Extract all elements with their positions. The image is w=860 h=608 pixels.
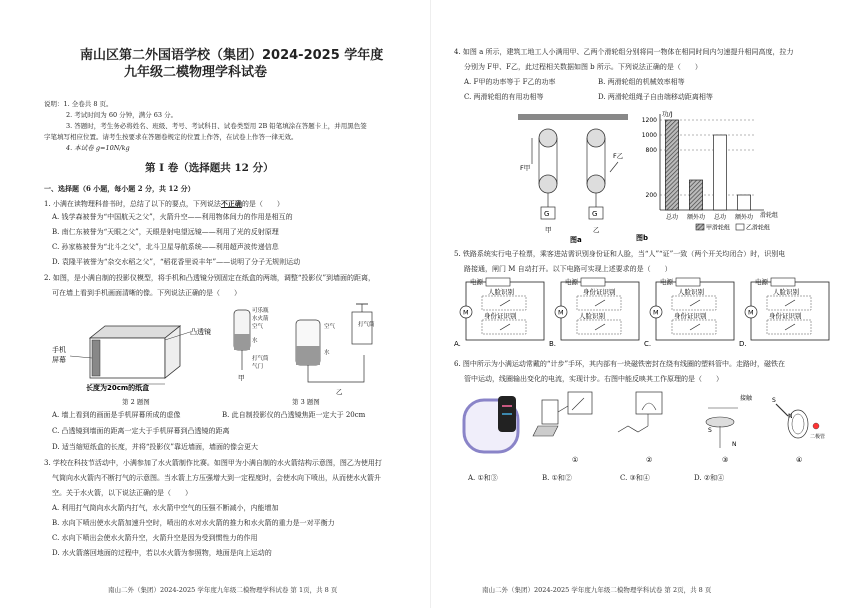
q5-stem-1: 5. 铁路系统实行电子检票，乘客进站需识别身份证和人脸，当“人”“证”一致（两个开关均闭合）时，识别电: [454, 250, 786, 258]
q6-option-c: C. ③和④: [620, 474, 650, 482]
q3-figure-water-rocket: [224, 300, 404, 400]
box-top: [90, 326, 180, 338]
q2-figure-projector: [50, 318, 215, 393]
svg-text:打气筒: 打气筒: [252, 356, 269, 362]
svg-text:可乐瓶: 可乐瓶: [252, 308, 269, 314]
svg-text:气门: 气门: [252, 364, 264, 370]
q1-option-b: B. 南仁东被誉为“天眼之父”，天眼是射电望远镜——利用了光的反射原理: [52, 228, 279, 236]
q6-option-a: A. ①和③: [468, 474, 498, 482]
switch-label-2: 人脸识别: [579, 312, 605, 320]
pulley-yi-fixed: [587, 129, 605, 147]
svg-text:空气: 空气: [252, 324, 264, 330]
svg-text:④: ④: [796, 456, 803, 464]
switch-label-2: 身份证识别: [769, 312, 802, 320]
q4-figure-b-chart: [626, 106, 786, 246]
q6-option-b: B. ①和②: [542, 474, 572, 482]
note-4: 4. 本试卷 g=10N/kg: [66, 144, 130, 152]
circuit-option-letter: A.: [454, 340, 461, 348]
svg-text:S: S: [708, 427, 712, 434]
rocket-water-yi: [296, 346, 320, 365]
motor-label: M: [653, 308, 659, 317]
svg-text:二极管: 二极管: [810, 434, 826, 440]
switch-label-2: 身份证识别: [674, 312, 707, 320]
chart-x-tick-label: 额外功: [734, 214, 754, 221]
circuit-option-letter: D.: [739, 340, 747, 348]
motor-label: M: [463, 308, 469, 317]
circuit-option-letter: C.: [644, 340, 652, 348]
q4-figure-a-pulleys: [518, 112, 628, 244]
page-divider: [430, 0, 431, 608]
q3-stem-2: 气筒向水火箭内不断打气的示意图。当水箭上方压强增大到一定程度时，会使水向下喷出，从而使水火箭升: [52, 474, 381, 482]
chart-x-tick-label: 额外功: [686, 214, 706, 221]
diode-4: [813, 423, 819, 429]
svg-text:S: S: [772, 397, 776, 404]
chart-bar: [737, 195, 750, 210]
circuit-source-label: 电源: [470, 278, 483, 286]
svg-text:水: 水: [324, 350, 330, 356]
chart-bar: [713, 135, 726, 210]
fig2-label-lens: 凸透镜: [190, 328, 211, 336]
svg-text:接触: 接触: [740, 395, 753, 402]
circuit-source-label: 电源: [755, 278, 768, 286]
q2-figure-caption: 第 2 题图: [122, 398, 150, 406]
footer-page-2: 南山二外（集团）2024-2025 学年度九年级二模物理学科试卷 第 2页，共 8 页: [482, 586, 712, 594]
chart-y-tick-label: 1200: [641, 117, 657, 124]
q4-option-c: C. 两滑轮组的有用功相等: [464, 93, 544, 101]
svg-text:图a: 图a: [570, 236, 582, 244]
q3-option-a: A. 利用打气筒向水火箭内打气，水火箭中空气的压强不断减小，内能增加: [52, 504, 279, 512]
phone-screen-shape: [92, 340, 100, 376]
switch-label-2: 身份证识别: [484, 312, 517, 320]
note-2: 2. 考试时间为 60 分钟，满分 63 分。: [66, 111, 178, 119]
svg-text:②: ②: [646, 456, 653, 464]
svg-text:F甲: F甲: [520, 164, 531, 172]
svg-text:空气: 空气: [324, 324, 336, 330]
chart-x-label: 滑轮组: [760, 212, 779, 219]
circuit-option-a: [454, 277, 544, 348]
section-heading: 第 Ⅰ 卷（选择题共 12 分）: [145, 162, 274, 174]
q4-option-d: D. 两滑轮组绳子自由端移动距离相等: [598, 93, 713, 101]
circuit-option-c: [644, 277, 734, 348]
chart-x-tick-label: 总功: [665, 214, 679, 221]
svg-text:甲: 甲: [238, 374, 245, 382]
pulley-yi-movable: [587, 175, 605, 193]
pulley-jia-fixed: [539, 129, 557, 147]
note-3: 3. 答题时，考生务必将姓名、班级、考号、考试科目、试卷类型用 2B 铅笔填涂在答题卡上，并用黑色签: [66, 122, 367, 130]
circuit-option-b: [549, 277, 639, 348]
circuit-option-letter: B.: [549, 340, 557, 348]
q3-option-d: D. 水火箭落回地面的过程中，若以水火箭为参照物，地面是向上运动的: [52, 549, 272, 557]
footer-page-1: 南山二外（集团）2024-2025 学年度九年级二模物理学科试卷 第 1页，共 8 页: [108, 586, 338, 594]
q2-option-d: D. 适当缩短纸盒的长度，并将“投影仪”靠近墙面，墙面的像会更大: [52, 443, 258, 451]
svg-text:N: N: [788, 413, 793, 420]
q2-stem-2: 可在墙上看到手机画面清晰的像。下列说法正确的是（ ）: [52, 289, 241, 297]
svg-text:N: N: [732, 441, 737, 448]
chart-legend-swatch: [736, 224, 744, 230]
motor-label: M: [558, 308, 564, 317]
note-1: 说明：1. 全卷共 8 页。: [44, 100, 113, 108]
ceiling-beam: [518, 114, 628, 120]
fig2-label-phone: 手机: [52, 346, 66, 354]
q3-figure-caption: 第 3 题图: [292, 398, 320, 406]
q2-stem-1: 2. 如图，是小满自制的投影仪模型，将手机和凸透镜分别固定在纸盒的两端，调整“投影仪”到墙面的距离，: [44, 274, 376, 282]
q2-option-a: A. 墙上看到的画面是手机屏幕所成的虚像: [52, 411, 181, 419]
note-3-cont: 字笔填写相应位置。请考生按要求在答题卷规定的位置上作答，在试卷上作答一律无效。: [44, 133, 298, 141]
svg-text:G: G: [592, 210, 598, 218]
q4-stem-2: 分别为 F甲、F乙，此过程相关数据如图 b 所示。下列说法正确的是（ ）: [464, 63, 702, 71]
chart-x-tick-label: 总功: [713, 214, 727, 221]
pulley-jia-movable: [539, 175, 557, 193]
galvanometer-1: [568, 392, 592, 414]
q1-stem: 1. 小满在读物理科普书时，总结了以下的要点，下列说法不正确的是（ ）: [44, 199, 284, 208]
svg-text:打气筒: 打气筒: [358, 322, 375, 328]
q6-option-d: D. ②和④: [694, 474, 725, 482]
part-heading: 一、选择题（6 小题，每小题 2 分，共 12 分）: [44, 184, 195, 193]
q2-option-b: B. 此自制投影仪的凸透镜焦距一定大于 20cm: [222, 411, 366, 419]
svg-text:水: 水: [252, 338, 258, 344]
chart-y-tick-label: 1000: [641, 132, 657, 139]
circuit-option-d: [739, 277, 829, 348]
rocket-water-jia: [234, 334, 250, 350]
fig2-label-box: 长度为20cm的纸盒: [86, 384, 150, 392]
chart-legend-label: 乙滑轮组: [746, 224, 771, 232]
q4-stem-1: 4. 如图 a 所示，建筑工地工人小满用甲、乙两个滑轮组分别将同一物体在相同时间内匀速提升相同高度，拉力: [454, 48, 794, 56]
q6-stem-2: 管中运动，线圈输出变化的电流，实现计步。右图中能反映其工作原理的是（ ）: [464, 375, 723, 383]
svg-text:G: G: [544, 210, 550, 218]
q6-stem-1: 6. 图中所示为小满运动常戴的“计步”手环，其内部有一块磁铁密封在绕有线圈的塑料管中。走路时，磁铁在: [454, 360, 786, 368]
switch-label-1: 人脸识别: [678, 288, 704, 296]
svg-text:F乙: F乙: [613, 152, 624, 160]
chart-caption: 图b: [636, 234, 649, 242]
circuit-source-label: 电源: [565, 278, 578, 286]
q6-figures: [458, 386, 838, 472]
svg-text:乙: 乙: [593, 226, 600, 234]
q3-option-c: C. 水向下喷出会使水火箭升空，火箭升空是因为受到惯性力的作用: [52, 534, 258, 542]
q3-stem-1: 3. 学校在科技节活动中，小满参加了水火箭制作比赛。如图甲为小满自制的水火箭结构示意图，图乙为使用打: [44, 459, 382, 467]
chart-y-tick-label: 200: [645, 192, 657, 199]
q1-option-a: A. 钱学森被誉为“中国航天之父”，火箭升空——利用物体间力的作用是相互的: [52, 213, 293, 221]
q1-option-d: D. 袁隆平被誉为“杂交水稻之父”，“稻花香里说丰年”——说明了分子无规则运动: [52, 258, 301, 266]
chart-y-label: 功/J: [662, 110, 673, 118]
air-pump: [352, 312, 372, 344]
q3-stem-3: 空。关于水火箭，以下说法正确的是（ ）: [52, 489, 192, 497]
q5-circuits: [456, 276, 836, 348]
svg-text:③: ③: [722, 456, 729, 464]
motor-label: M: [748, 308, 754, 317]
q3-option-b: B. 水向下喷出使水火箭加速升空时，喷出的水对水火箭的推力和水火箭的重力是一对平衡力: [52, 519, 335, 527]
chart-bar: [665, 120, 678, 210]
chart-bar: [689, 180, 702, 210]
svg-text:乙: 乙: [336, 388, 343, 396]
switch-label-1: 人脸识别: [488, 288, 514, 296]
svg-text:①: ①: [572, 456, 579, 464]
chart-y-tick-label: 800: [645, 147, 657, 154]
svg-text:甲: 甲: [545, 226, 552, 234]
fig2-label-screen: 屏幕: [52, 356, 66, 364]
q1-option-c: C. 孙家栋被誉为“北斗之父”，北斗卫星导航系统——利用超声波传递信息: [52, 243, 279, 251]
chart-legend-swatch: [696, 224, 704, 230]
exam-title-line2: 九年级二模物理学科试卷: [124, 65, 268, 80]
circuit-source-label: 电源: [660, 278, 673, 286]
q5-stem-2: 路接通，闸门 M 自动打开。以下电路可实现上述要求的是（ ）: [464, 265, 672, 273]
q4-option-b: B. 两滑轮组的机械效率相等: [598, 78, 685, 86]
switch-label-1: 人脸识别: [773, 288, 799, 296]
switch-label-1: 身份证识别: [583, 288, 616, 296]
box-front: [90, 338, 165, 378]
svg-text:水火箭: 水火箭: [252, 316, 269, 322]
q2-option-c: C. 凸透镜到墙面的距离一定大于手机屏幕到凸透镜的距离: [52, 427, 230, 435]
exam-title-line1: 南山区第二外国语学校（集团）2024-2025 学年度: [80, 48, 384, 63]
q4-option-a: A. F甲的功率等于 F乙的功率: [464, 78, 556, 86]
chart-legend-label: 甲滑轮组: [706, 224, 731, 232]
